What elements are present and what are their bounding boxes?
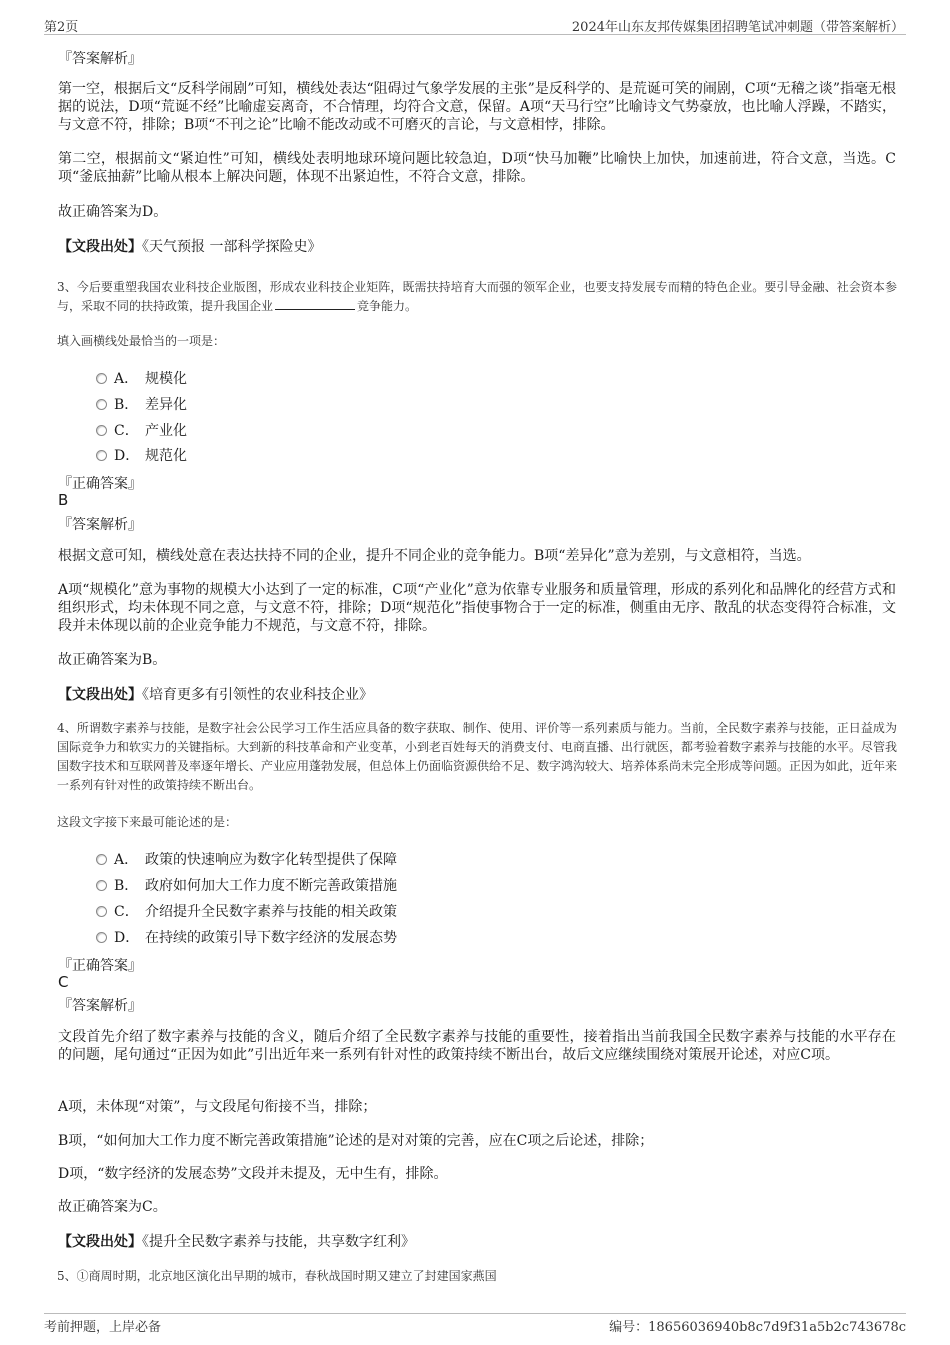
footer-slogan: 考前押题，上岸必备 xyxy=(44,1320,162,1335)
source-title: 《天气预报 一部科学探险史》 xyxy=(142,239,322,255)
option-letter: C． xyxy=(114,904,139,920)
option-text: 差异化 xyxy=(145,397,187,413)
source-citation xyxy=(58,1231,415,1251)
analysis-paragraph: A项，未体现“对策”，与文段尾句衔接不当，排除； xyxy=(58,1099,377,1115)
option-letter: B． xyxy=(114,397,139,413)
question-prompt: 填入画横线处最恰当的一项是： xyxy=(57,334,226,348)
option-text: 规模化 xyxy=(145,371,187,387)
radio-button[interactable] xyxy=(96,373,107,384)
page-header xyxy=(44,12,906,35)
option-text: 在持续的政策引导下数字经济的发展态势 xyxy=(145,930,397,946)
source-tag: 【文段出处】 xyxy=(58,1234,142,1250)
analysis-paragraph: 文段首先介绍了数字素养与技能的含义，随后介绍了全民数字素养与技能的重要性，接着指出当前我国全民数字素养与技能的水平存在的问题，尾句通过“正因为如此”引出近年来一系列有针对性的政策持续不断出台，故后文应继续围绕对策展开论述，对应C项。 xyxy=(58,1029,896,1063)
correct-answer: B xyxy=(58,491,69,509)
correct-answer: C xyxy=(58,973,69,991)
analysis-label: 『答案解析』 xyxy=(58,998,142,1014)
source-tag: 【文段出处】 xyxy=(58,239,142,255)
page-number: 第2页 xyxy=(44,20,79,35)
option-letter: C． xyxy=(114,423,139,439)
document-title: 2024年山东友邦传媒集团招聘笔试冲刺题（带答案解析） xyxy=(571,20,904,35)
question-prompt: 这段文字接下来最可能论述的是： xyxy=(57,815,238,829)
source-citation xyxy=(58,684,373,704)
radio-button[interactable] xyxy=(96,399,107,410)
option-letter: D． xyxy=(114,930,140,946)
analysis-paragraph: D项，“数字经济的发展态势”文段并未提及，无中生有，排除。 xyxy=(58,1166,448,1182)
source-title: 《培育更多有引领性的农业科技企业》 xyxy=(142,687,373,703)
question-text: 5、①商周时期，北京地区演化出早期的城市，春秋战国时期又建立了封建国家燕国 xyxy=(57,1269,497,1283)
correct-answer-label: 『正确答案』 xyxy=(58,958,142,974)
analysis-paragraph: 根据文意可知，横线处意在表达扶持不同的企业，提升不同企业的竞争能力。B项“差异化”意为差别，与文意相符，当选。 xyxy=(58,548,811,564)
radio-button[interactable] xyxy=(96,880,107,891)
radio-button[interactable] xyxy=(96,450,107,461)
analysis-paragraph: 第一空，根据后文“反科学闹剧”可知，横线处表达“阻碍过气象学发展的主张”是反科学的、是荒诞可笑的闹剧，C项“无稽之谈”指毫无根据的说法，D项“荒诞不经”比喻虚妄离奇，不合情理，均符合文意，保留。A项“天马行空”比喻诗文气势豪放，也比喻人浮躁，不踏实，与文意不符，排除；B项“不刊之论”比喻不能改动或不可磨灭的言论，与文意相悖，排除。 xyxy=(58,81,896,133)
option-text: 政府如何加大工作力度不断完善政策措施 xyxy=(145,878,397,894)
question-text-after: 竞争能力。 xyxy=(357,299,418,313)
option-text: 产业化 xyxy=(145,423,187,439)
source-tag: 【文段出处】 xyxy=(58,687,142,703)
option-letter: D． xyxy=(114,448,140,464)
document-id: 编号：18656036940b8c7d9f31a5b2c743678c xyxy=(609,1320,906,1335)
question-text xyxy=(57,278,897,316)
option-letter: A． xyxy=(114,852,139,868)
radio-button[interactable] xyxy=(96,425,107,436)
conclusion: 故正确答案为C。 xyxy=(58,1199,167,1215)
radio-button[interactable] xyxy=(96,906,107,917)
conclusion: 故正确答案为B。 xyxy=(58,652,167,668)
analysis-label: 『答案解析』 xyxy=(58,517,142,533)
option-text: 规范化 xyxy=(145,448,187,464)
source-citation xyxy=(58,236,321,256)
analysis-paragraph: B项，“如何加大工作力度不断完善政策措施”论述的是对对策的完善，应在C项之后论述，排除； xyxy=(58,1133,654,1149)
option-text: 介绍提升全民数字素养与技能的相关政策 xyxy=(145,904,397,920)
source-title: 《提升全民数字素养与技能，共享数字红利》 xyxy=(142,1234,415,1250)
analysis-paragraph: 第二空，根据前文“紧迫性”可知，横线处表明地球环境问题比较急迫，D项“快马加鞭”比喻快上加快，加速前进，符合文意，当选。C项“釜底抽薪”比喻从根本上解决问题，体现不出紧迫性，不符合文意，排除。 xyxy=(58,151,896,185)
radio-button[interactable] xyxy=(96,854,107,865)
radio-button[interactable] xyxy=(96,932,107,943)
page-footer xyxy=(44,1313,906,1335)
option-letter: B． xyxy=(114,878,139,894)
option-text: 政策的快速响应为数字化转型提供了保障 xyxy=(145,852,397,868)
conclusion: 故正确答案为D。 xyxy=(58,204,168,220)
analysis-label: 『答案解析』 xyxy=(58,51,142,67)
fill-blank xyxy=(275,297,355,310)
question-text-before: 3、今后要重塑我国农业科技企业版图，形成农业科技企业矩阵，既需扶持培育大而强的领军企业，也要支持发展专而精的特色企业。要引导金融、社会资本参与，采取不同的扶持政策，提升我国企业 xyxy=(57,280,897,313)
question-text: 4、所谓数字素养与技能，是数字社会公民学习工作生活应具备的数字获取、制作、使用、评价等一系列素质与能力。当前，全民数字素养与技能，正日益成为国际竞争力和软实力的关键指标。大到新的科技革命和产业变革，小到老百姓每天的消费支付、电商直播、出行就医，都考验着数字素养与技能的水平。尽管我国数字技术和互联网普及率逐年增长、产业应用蓬勃发展，但总体上仍面临资源供给不足、数字鸿沟较大、培养体系尚未完全形成等问题。正因为如此，近年来一系列有针对性的政策持续不断出台。 xyxy=(57,721,898,792)
analysis-paragraph: A项“规模化”意为事物的规模大小达到了一定的标准，C项“产业化”意为依靠专业服务和质量管理，形成的系列化和品牌化的经营方式和组织形式，均未体现不同之意，与文意不符，排除；D项“规范化”指使事物合于一定的标准，侧重由无序、散乱的状态变得符合标准，文段并未体现以前的企业竞争能力不规范，与文意不符，排除。 xyxy=(58,582,896,634)
option-letter: A． xyxy=(114,371,139,387)
correct-answer-label: 『正确答案』 xyxy=(58,476,142,492)
